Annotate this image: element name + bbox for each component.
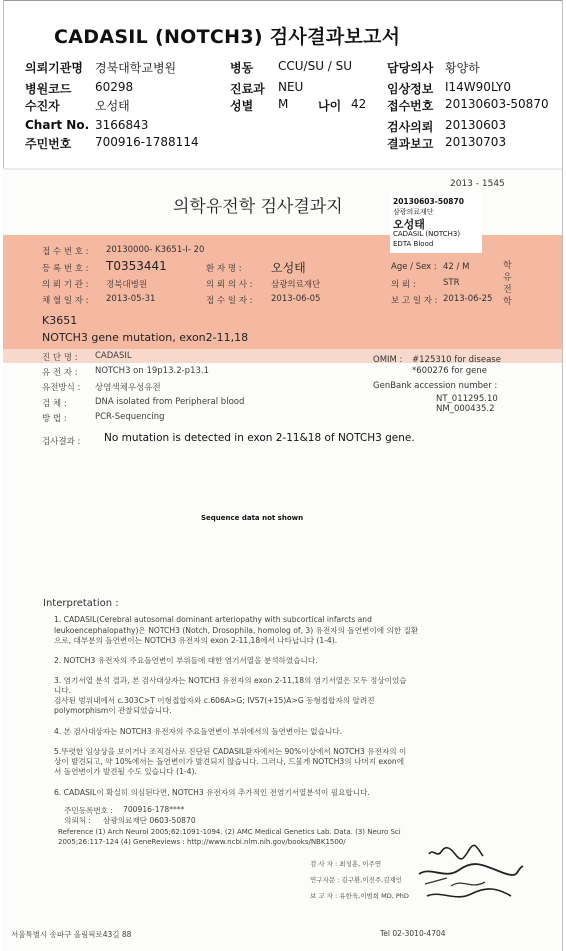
interp-line-4: 2. NOTCH3 유전자의 주요돌연변이 부위들에 대한 염기서열을 분석하였습니다. bbox=[54, 656, 318, 665]
sticker-test: CADASIL (NOTCH3) bbox=[393, 230, 461, 238]
frame-right-border bbox=[562, 0, 563, 951]
gene-value: NOTCH3 on 19p13.2-p13.1 bbox=[95, 366, 209, 376]
handwritten-signatures bbox=[411, 844, 531, 916]
gene-label: 유 전 자 : bbox=[42, 368, 78, 378]
reg-no-value: T0353441 bbox=[106, 259, 167, 273]
patient-label: 수진자 bbox=[25, 99, 60, 113]
scan-side-label: 학 유 전 학 bbox=[503, 261, 512, 307]
receipt-no-label: 접수번호 bbox=[387, 99, 434, 113]
clinical-info-label: 임상정보 bbox=[387, 82, 434, 96]
omim-gene: *600276 for gene bbox=[412, 366, 488, 376]
interp-line-13: 6. CADASIL이 확실히 의심된다면, NOTCH3 유전자의 추가적인 전염기서열분석이 필요합니다. bbox=[54, 788, 370, 797]
interp-line-2: leukoencephalopathy)은 NOTCH3 (Notch, Drosophila, homolog of, 3) 유전자의 돌연변이에 의한 질환 bbox=[54, 626, 419, 635]
interp-line-11: 상이 발견되고, 약 10%에서는 돌연변이가 발견되지 않습니다. 그러나, 드물게 NOTCH3의 나머지 exon에 bbox=[54, 757, 405, 766]
test-name: NOTCH3 gene mutation, exon2-11,18 bbox=[42, 331, 249, 344]
diagnosis-value: CADASIL bbox=[95, 351, 132, 361]
specimen-label: 검 체 : bbox=[42, 399, 67, 409]
clinical-info-value: I14W90LY0 bbox=[445, 80, 511, 94]
request-date-label: 검사의뢰 bbox=[387, 120, 434, 134]
method-label: 방 법 : bbox=[42, 414, 67, 424]
sticker-receipt: 20130603-50870 bbox=[393, 197, 464, 206]
scan-title: 의학유전학 검사결과지 bbox=[173, 197, 343, 217]
reg-no-label: 등 록 번 호 : bbox=[42, 264, 89, 274]
scan-patient-label: 환 자 명 : bbox=[206, 264, 242, 274]
report-title: CADASIL (NOTCH3) 검사결과보고서 bbox=[54, 26, 401, 48]
sticker-patient: 오성태 bbox=[393, 218, 425, 231]
report-date-label: 결과보고 bbox=[387, 137, 434, 151]
result-text: No mutation is detected in exon 2-11&18 of NOTCH3 gene. bbox=[104, 432, 415, 444]
patient-value: 오성태 bbox=[95, 99, 130, 113]
staff-line-2: 연구자문 : 김구환,이진주,김재인 bbox=[310, 876, 403, 884]
test-code: K3651 bbox=[42, 314, 78, 327]
ward-value: CCU/SU / SU bbox=[278, 59, 353, 73]
resident-no-label: 주민번호 bbox=[25, 137, 72, 151]
ward-label: 병동 bbox=[230, 61, 254, 75]
scan-req-inst-value: 삼광의료재단 bbox=[271, 280, 321, 290]
interpretation-title: Interpretation : bbox=[43, 598, 119, 609]
accept-no-value: 20130000- K3651-I- 20 bbox=[106, 245, 205, 255]
report-date-scan-label: 보 고 일 자 : bbox=[391, 296, 438, 306]
draw-date-label: 채 혈 일 자 : bbox=[42, 296, 89, 306]
draw-date-value: 2013-05-31 bbox=[106, 294, 156, 304]
staff-line-3: 보 고 자 : 유한욱,이범희 MD, PhD bbox=[310, 892, 409, 900]
interp-line-8: polymorphism이 관찰되었습니다. bbox=[54, 706, 172, 715]
omim-disease: #125310 for disease bbox=[412, 355, 501, 365]
hospital-code-value: 60298 bbox=[95, 80, 134, 94]
diagnosis-label: 진 단 명 : bbox=[42, 353, 78, 363]
inherit-label: 유전방식 : bbox=[42, 383, 81, 393]
interp-line-9: 4. 본 검사대상자는 NOTCH3 유전자의 주요돌연변이 부위에서의 돌연변이는 없습니다. bbox=[54, 727, 343, 736]
scan-code-top: 2013 - 1545 bbox=[450, 179, 505, 189]
reference-line-1: Reference (1) Arch Neurol 2005;62:1091-1094. (2) AMC Medical Genetics Lab. Data. (3) Neuro Sci bbox=[58, 828, 401, 836]
institution-label: 의뢰기관명 bbox=[25, 61, 83, 75]
report-date-value: 20130703 bbox=[445, 135, 507, 149]
scan-top-edge bbox=[3, 168, 562, 170]
inherit-value: 상염색체우성유전 bbox=[95, 383, 161, 393]
sticker-lab: 삼광의료재단 bbox=[393, 208, 434, 216]
department-value: NEU bbox=[278, 80, 304, 94]
recv-date-value: 2013-06-05 bbox=[271, 294, 321, 304]
agesex-value: 42 / M bbox=[443, 262, 470, 272]
chart-no-value: 3166843 bbox=[95, 118, 149, 132]
institution-value: 경북대학교병원 bbox=[95, 61, 177, 75]
chart-no-label: Chart No. bbox=[25, 118, 90, 132]
sticker-specimen: EDTA Blood bbox=[393, 240, 434, 248]
genbank-2: NM_000435.2 bbox=[436, 404, 495, 414]
sequence-note: Sequence data not shown bbox=[201, 514, 304, 522]
scan-inst-value: 경북대병원 bbox=[106, 280, 148, 290]
scan-patient-value: 오성태 bbox=[271, 261, 306, 275]
doctor-value: 황양하 bbox=[445, 61, 480, 75]
footer-tel: Tel 02-3010-4704 bbox=[380, 929, 446, 938]
scan-inst-label: 의 뢰 기 관 : bbox=[42, 280, 89, 290]
sex-label: 성별 bbox=[230, 99, 254, 113]
staff-line-1: 검 사 자 : 최성훈, 이주연 bbox=[310, 860, 382, 868]
age-label: 나이 bbox=[318, 99, 342, 113]
method-value: PCR-Sequencing bbox=[95, 412, 165, 422]
scan-ward-value: STR bbox=[443, 278, 460, 288]
scan-req-inst-label: 의 뢰 의 사 : bbox=[206, 280, 253, 290]
hospital-code-label: 병원코드 bbox=[25, 82, 72, 96]
department-label: 진료과 bbox=[230, 82, 265, 96]
scan-ward-label: 의 뢰 : bbox=[391, 280, 416, 290]
request-date-value: 20130603 bbox=[445, 118, 507, 132]
interp-line-10: 5.뚜렷한 임상상을 보이거나 조직검사로 진단된 CADASIL환자에서는 90%이상에서 NOTCH3 유전자의 이 bbox=[54, 747, 407, 756]
specimen-label-sticker bbox=[390, 193, 482, 253]
interp-line-3: 으로, 대부분의 돌연변이는 NOTCH3 유전자의 exon 2-11,18에서 나타납니다 (1-4). bbox=[54, 636, 338, 645]
specimen-value: DNA isolated from Peripheral blood bbox=[95, 397, 245, 407]
agesex-label: Age / Sex : bbox=[391, 262, 437, 272]
sex-value: M bbox=[278, 97, 289, 111]
frame-top-border bbox=[3, 0, 563, 1]
interp-line-6: 니다. bbox=[54, 686, 72, 695]
genbank-label: GenBank accession number : bbox=[373, 381, 498, 391]
interp-line-7: 검사된 범위내에서 c.303C>T 이형접합자와 c.606A>G; IVS7(+15)A>G 동형접합자의 알려진 bbox=[54, 696, 375, 705]
interp-line-5: 3. 염기서열 분석 결과, 본 검사대상자는 NOTCH3 유전자의 exon 2-11,18의 염기서열은 모두 정상이었습 bbox=[54, 676, 407, 685]
genbank-1: NT_011295.10 bbox=[436, 394, 498, 404]
client-value: 삼광의료재단 0603-50870 bbox=[103, 816, 196, 825]
report-date-scan-value: 2013-06-25 bbox=[443, 294, 493, 304]
doctor-label: 담당의사 bbox=[387, 61, 434, 75]
interp-line-1: 1. CADASIL(Cerebral autosomal dominant arteriopathy with subcortical infarcts and bbox=[54, 615, 372, 624]
resident-no-value: 700916-1788114 bbox=[95, 135, 199, 149]
interp-line-12: 서 돌연변이가 발견될 수도 있습니다 (1-4). bbox=[54, 767, 197, 776]
scanned-report-image bbox=[3, 168, 562, 951]
resident-value: 700916-178**** bbox=[123, 805, 185, 814]
footer-address: 서울특별시 송파구 올림픽로43길 88 bbox=[11, 930, 132, 939]
recv-date-label: 접 수 일 자 : bbox=[206, 296, 253, 306]
client-label: 의뢰처 : bbox=[64, 816, 91, 825]
accept-no-label: 접 수 번 호 : bbox=[42, 247, 89, 257]
result-label: 검사결과 : bbox=[42, 437, 81, 447]
omim-label: OMIM : bbox=[373, 355, 403, 365]
age-value: 42 bbox=[351, 97, 367, 111]
receipt-no-value: 20130603-50870 bbox=[445, 97, 549, 111]
reference-line-2: 2005;26:117-124 (4) GeneReviews : http://www.ncbi.nlm.nih.gov/books/NBK1500/ bbox=[58, 838, 346, 846]
resident-label: 주민등록번호 : bbox=[64, 806, 113, 815]
